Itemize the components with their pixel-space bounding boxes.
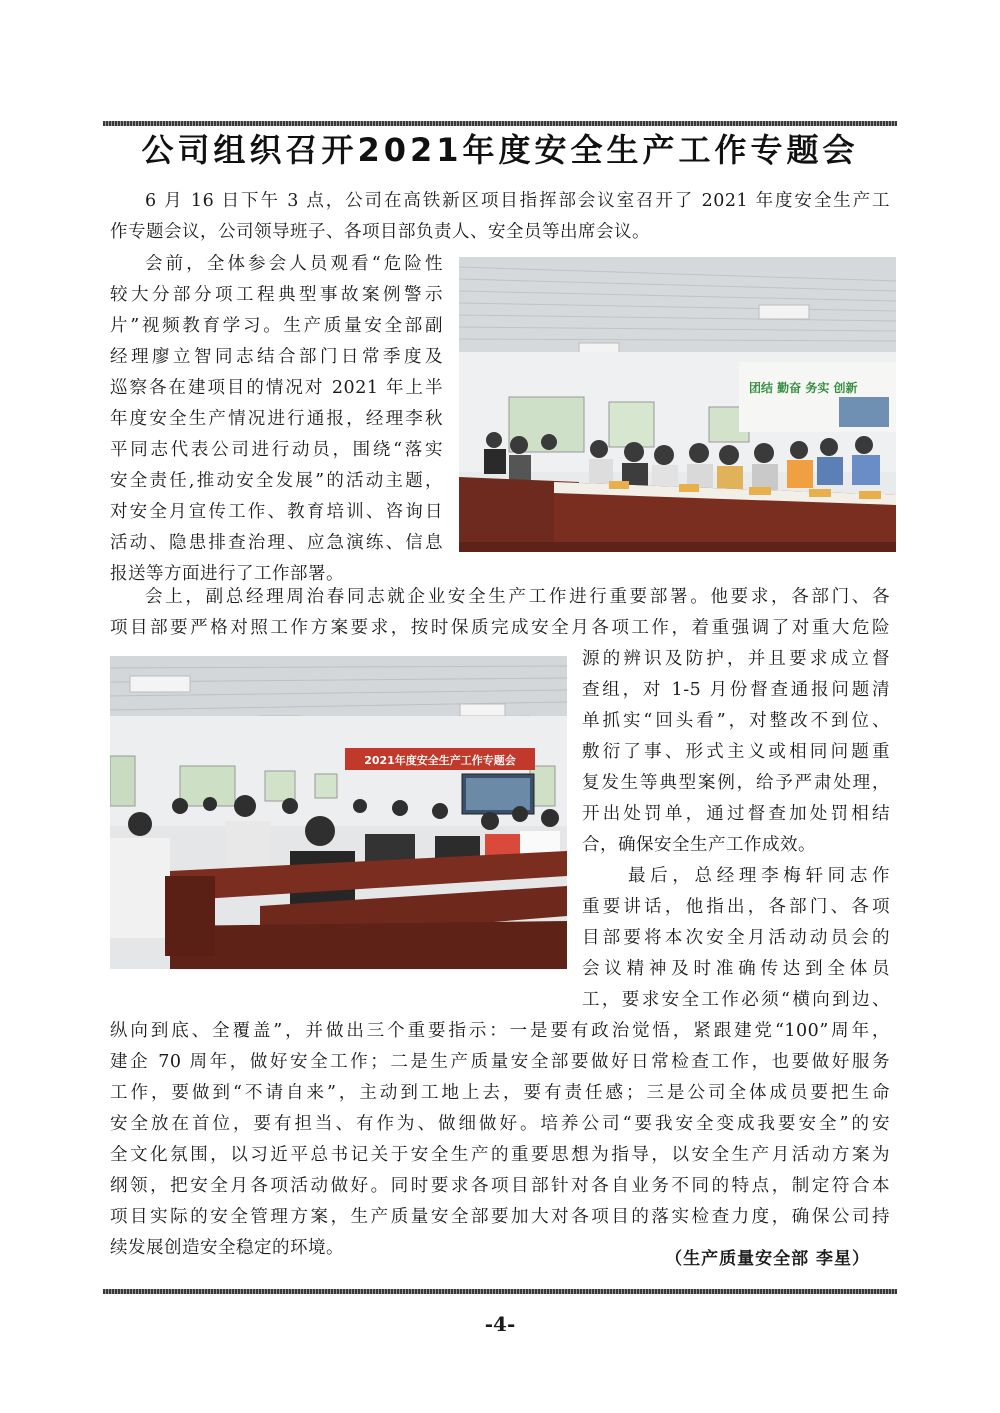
text-line: 敷衍了事、形式主义或相同问题重 (582, 742, 890, 762)
text-line: 重要讲话，他指出，各部门、各项 (582, 897, 890, 917)
page-number: -4- (484, 1312, 516, 1336)
text-line: 续发展创造安全稳定的环境。 (110, 1238, 344, 1258)
svg-text:团结 勤奋 务实 创新: 团结 勤奋 务实 创新 (749, 381, 858, 395)
text-line: 最后，总经理李梅轩同志作 (628, 866, 890, 886)
text-line: 工作，要做到“不请自来”，主动到工地上去，要有责任感；三是公司全体成员要把生命 (110, 1083, 890, 1103)
meeting-photo-1 (459, 257, 896, 552)
text-line: 项目部要严格对照工作方案要求，按时保质完成安全月各项工作，着重强调了对重大危险 (110, 618, 890, 638)
text-line: 经理廖立智同志结合部门日常季度及 (110, 347, 443, 367)
top-decorative-rule (103, 121, 897, 126)
text-line: 会议精神及时准确传达到全体员 (582, 959, 890, 979)
text-line: 安全责任,推动安全发展”的活动主题， (110, 471, 443, 491)
text-line: 工，要求安全工作必须“横向到边、 (582, 990, 890, 1010)
bottom-decorative-rule (103, 1289, 897, 1294)
text-line: 平同志代表公司进行动员，围绕“落实 (110, 440, 443, 460)
text-line: 查组，对 1-5 月份督查通报问题清 (582, 680, 890, 700)
text-line: 作专题会议，公司领导班子、各项目部负责人、安全员等出席会议。 (110, 222, 650, 242)
text-line: 较大分部分项工程典型事故案例警示 (110, 285, 443, 305)
text-line: 报送等方面进行了工作部署。 (110, 564, 344, 584)
text-line: 全文化氛围，以习近平总书记关于安全生产的重要思想为指导，以安全生产月活动方案为 (110, 1145, 890, 1165)
text-line: 会前，全体参会人员观看“危险性 (145, 254, 443, 274)
text-line: 对安全月宣传工作、教育培训、咨询日 (110, 502, 443, 522)
text-line: 6 月 16 日下午 3 点，公司在高铁新区项目指挥部会议室召开了 2021 年度安全生产工 (145, 191, 890, 211)
text-line: 会上，副总经理周治春同志就企业安全生产工作进行重要部署。他要求，各部门、各 (145, 587, 890, 607)
text-line: 片”视频教育学习。生产质量安全部副 (110, 316, 443, 336)
text-line: 安全放在首位，要有担当、有作为、做细做好。培养公司“要我安全变成我要安全”的安 (110, 1114, 890, 1134)
text-line: 年度安全生产情况进行通报，经理李秋 (110, 409, 443, 429)
text-line: 单抓实“回头看”，对整改不到位、 (582, 711, 890, 731)
text-line: 项目实际的安全管理方案，生产质量安全部要加大对各项目的落实检查力度，确保公司持 (110, 1207, 890, 1227)
meeting-photo-2 (110, 656, 567, 969)
text-line: 复发生等典型案例，给予严肃处理， (582, 773, 890, 793)
author-signature: （生产质量安全部 李星） (665, 1249, 870, 1269)
text-line: 纵向到底、全覆盖”，并做出三个重要指示：一是要有政治觉悟，紧跟建党“100”周年， (110, 1021, 890, 1041)
text-line: 纲领，把安全月各项活动做好。同时要求各项目部针对各自业务不同的特点，制定符合本 (110, 1176, 890, 1196)
text-line: 源的辨识及防护，并且要求成立督 (582, 649, 890, 669)
text-line: 目部要将本次安全月活动动员会的 (582, 928, 890, 948)
text-line: 合，确保安全生产工作成效。 (582, 835, 816, 855)
svg-text:2021年度安全生产工作专题会: 2021年度安全生产工作专题会 (364, 754, 516, 767)
article-title: 公司组织召开2021年度安全生产工作专题会 (141, 131, 859, 169)
text-line: 巡察各在建项目的情况对 2021 年上半 (110, 378, 443, 398)
text-line: 开出处罚单，通过督查加处罚相结 (582, 804, 890, 824)
text-line: 建企 70 周年，做好安全工作；二是生产质量安全部要做好日常检查工作，也要做好服务 (110, 1052, 890, 1072)
text-line: 活动、隐患排查治理、应急演练、信息 (110, 533, 443, 553)
